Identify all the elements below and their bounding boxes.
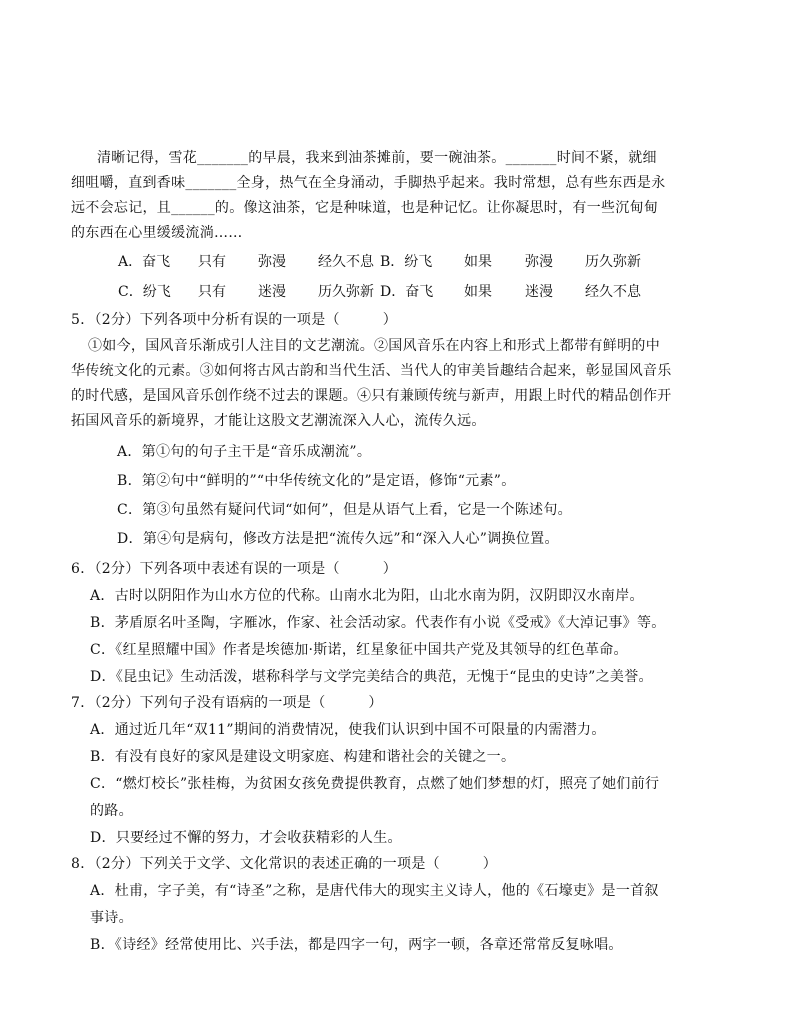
option-word: 经久不息 [318, 254, 374, 270]
q5-stem: 5．（2分）下列各项中分析有误的一项是（ ） [71, 312, 398, 328]
q5-passage-line: 拓国风音乐的新境界，才能让这股文艺潮流深入人心，流传久远。 [71, 413, 486, 429]
q7-option-b: B．有没有良好的家风是建设文明家庭、构建和谐社会的关键之一。 [90, 749, 516, 765]
q5-passage-line: ①如今，国风音乐渐成引人注目的文艺潮流。②国风音乐在内容上和形式上都带有鲜明的中 [88, 338, 660, 354]
q7-option-c: C．“燃灯校长”张桂梅，为贫困女孩免费提供教育，点燃了她们梦想的灯，照亮了她们前行 [90, 776, 660, 792]
option-word: 历久弥新 [318, 284, 374, 300]
q6-option-c: C．《红星照耀中国》作者是埃德加·斯诺，红星象征中国共产党及其领导的红色革命。 [90, 642, 628, 658]
q7-stem: 7．（2分）下列句子没有语病的一项是（ ） [71, 695, 383, 711]
option-word: 迷漫 [525, 284, 553, 300]
q5-passage-line: 华传统文化的元素。③如何将古风古韵和当代生活、当代人的审美旨趣结合起来，彰显国风音乐 [71, 363, 672, 379]
q6-option-b: B．茅盾原名叶圣陶，字雁冰，作家、社会活动家。代表作有小说《受戒》《大淖记事》等。 [90, 615, 666, 631]
option-word: 经久不息 [585, 284, 641, 300]
q7-option-c-cont: 的路。 [90, 803, 133, 819]
q5-passage-line: 的时代感，是国风音乐创作绕不过去的课题。④只有兼顾传统与新声，用跟上时代的精品创作开 [71, 388, 672, 404]
q8-option-b: B．《诗经》经常使用比、兴手法，都是四字一句，两字一顿，各章还常常反复咏唱。 [90, 937, 623, 953]
q7-option-d: D．只要经过不懈的努力，才会收获精彩的人生。 [90, 830, 402, 846]
option-word: 历久弥新 [585, 254, 641, 270]
option-word: 弥漫 [258, 254, 286, 270]
q5-option-b: B．第②句中“鲜明的”“中华传统文化的”是定语，修饰“元素”。 [117, 473, 516, 489]
option-b-label: B．纷飞 [380, 254, 433, 270]
q8-option-a-cont: 事诗。 [90, 910, 133, 926]
q5-option-c: C．第③句虽然有疑问代词“如何”，但是从语气上看，它是一个陈述句。 [117, 502, 572, 518]
option-c-label: C．纷飞 [118, 284, 171, 300]
option-word: 迷漫 [258, 284, 286, 300]
q4-passage-line: 细咀嚼，直到香味_______全身，热气在全身涌动，手脚热乎起来。我时常想，总有些东西是永 [71, 175, 666, 191]
option-word: 如果 [464, 254, 492, 270]
q8-stem: 8．（2分）下列关于文学、文化常识的表述正确的一项是（ ） [71, 856, 498, 872]
option-word: 弥漫 [525, 254, 553, 270]
q7-option-a: A．通过近几年“双11”期间的消费情况，使我们认识到中国不可限量的内需潜力。 [90, 722, 606, 738]
q6-option-d: D．《昆虫记》生动活泼，堪称科学与文学完美结合的典范，无愧于“昆虫的史诗”之美誉。 [90, 669, 653, 685]
q4-passage-line: 清晰记得，雪花_______的早晨，我来到油茶摊前，要一碗油茶。_______时间不紧，就细 [97, 150, 657, 166]
option-word: 只有 [198, 284, 226, 300]
q6-option-a: A．古时以阴阳作为山水方位的代称。山南水北为阳，山北水南为阴，汉阴即汉水南岸。 [90, 588, 644, 604]
q5-option-d: D．第④句是病句，修改方法是把“流传久远”和“深入人心”调换位置。 [117, 531, 559, 547]
q4-passage-line: 的东西在心里缓缓流淌…… [71, 225, 243, 241]
option-word: 只有 [198, 254, 226, 270]
q8-option-a: A．杜甫，字子美，有“诗圣”之称，是唐代伟大的现实主义诗人，他的《石壕吏》是一首叙 [90, 883, 659, 899]
option-word: 如果 [464, 284, 492, 300]
q5-option-a: A．第①句的句子主干是“音乐成潮流”。 [117, 444, 372, 460]
option-a-label: A．奋飞 [118, 254, 171, 270]
q6-stem: 6．（2分）下列各项中表述有误的一项是（ ） [71, 561, 398, 577]
option-d-label: D．奋飞 [380, 284, 434, 300]
q4-passage-line: 远不会忘记，且______的。像这油茶，它是种味道，也是种记忆。让你凝思时，有一些沉甸甸 [71, 200, 659, 216]
